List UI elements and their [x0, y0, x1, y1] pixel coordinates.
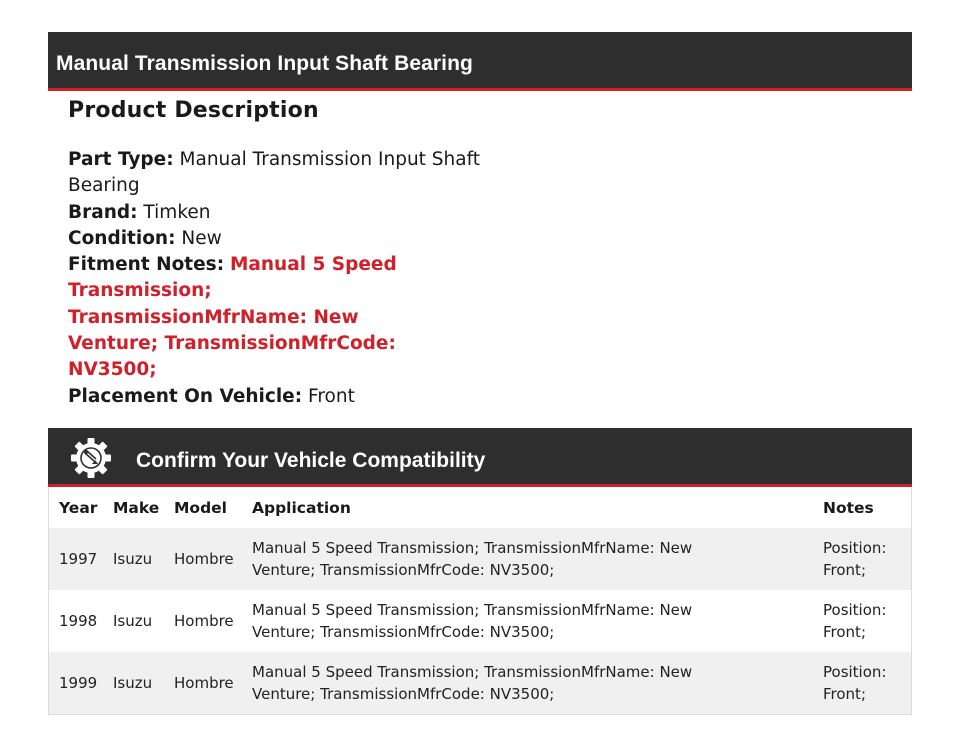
product-description — [68, 96, 488, 410]
field-fitment-notes — [68, 252, 428, 383]
field-value: Manual Transmission Input Shaft Bearing — [68, 149, 481, 197]
cell-make: Isuzu — [113, 612, 153, 630]
column-header-application: Application — [252, 498, 351, 517]
table-header-row — [49, 487, 911, 528]
cell-model: Hombre — [174, 612, 234, 630]
column-header-make: Make — [113, 498, 160, 517]
field-value: New — [181, 227, 222, 249]
field-condition — [68, 226, 488, 252]
gear-icon — [70, 437, 112, 479]
application-text: Manual 5 Speed Transmission; TransmissionMfrName: New Venture; TransmissionMfrCode: NV3500; — [252, 601, 693, 641]
compatibility-table — [48, 487, 912, 715]
cell-model: Hombre — [174, 550, 234, 568]
cell-year: 1999 — [59, 674, 98, 692]
product-title-banner — [48, 32, 912, 91]
field-label: Placement On Vehicle: — [68, 385, 303, 407]
column-header-notes: Notes — [823, 498, 874, 517]
notes-text: Position: Front; — [823, 601, 887, 641]
field-placement — [68, 384, 488, 410]
field-part-type — [68, 147, 488, 200]
field-label: Brand: — [68, 201, 138, 223]
cell-make: Isuzu — [113, 550, 153, 568]
cell-make: Isuzu — [113, 674, 153, 692]
cell-notes — [813, 528, 911, 590]
product-title: Manual Transmission Input Shaft Bearing — [56, 52, 473, 75]
field-value: Manual 5 Speed Transmission; TransmissionMfrName: New Venture; TransmissionMfrCode: NV3500; — [68, 254, 397, 381]
table-row — [49, 528, 911, 590]
notes-text: Position: Front; — [823, 539, 887, 579]
column-header-model: Model — [174, 498, 227, 517]
field-label: Fitment Notes: — [68, 254, 225, 276]
field-label: Part Type: — [68, 149, 174, 170]
cell-notes — [813, 652, 911, 714]
description-heading: Product Description — [68, 98, 319, 123]
cell-year: 1997 — [59, 550, 98, 568]
table-row — [49, 590, 911, 652]
field-label: Condition: — [68, 227, 176, 249]
table-row — [49, 652, 911, 714]
cell-application — [242, 652, 813, 714]
cell-model: Hombre — [174, 674, 234, 692]
cell-year: 1998 — [59, 612, 98, 630]
compatibility-title: Confirm Your Vehicle Compatibility — [136, 449, 486, 472]
notes-text: Position: Front; — [823, 663, 887, 703]
application-text: Manual 5 Speed Transmission; TransmissionMfrName: New Venture; TransmissionMfrCode: NV3500; — [252, 663, 693, 703]
application-text: Manual 5 Speed Transmission; TransmissionMfrName: New Venture; TransmissionMfrCode: NV3500; — [252, 539, 693, 579]
column-header-year: Year — [59, 498, 98, 517]
field-brand — [68, 200, 488, 226]
field-value: Front — [308, 385, 355, 407]
compatibility-banner — [48, 428, 912, 487]
cell-application — [242, 528, 813, 590]
field-value: Timken — [143, 201, 211, 223]
cell-application — [242, 590, 813, 652]
cell-notes — [813, 590, 911, 652]
